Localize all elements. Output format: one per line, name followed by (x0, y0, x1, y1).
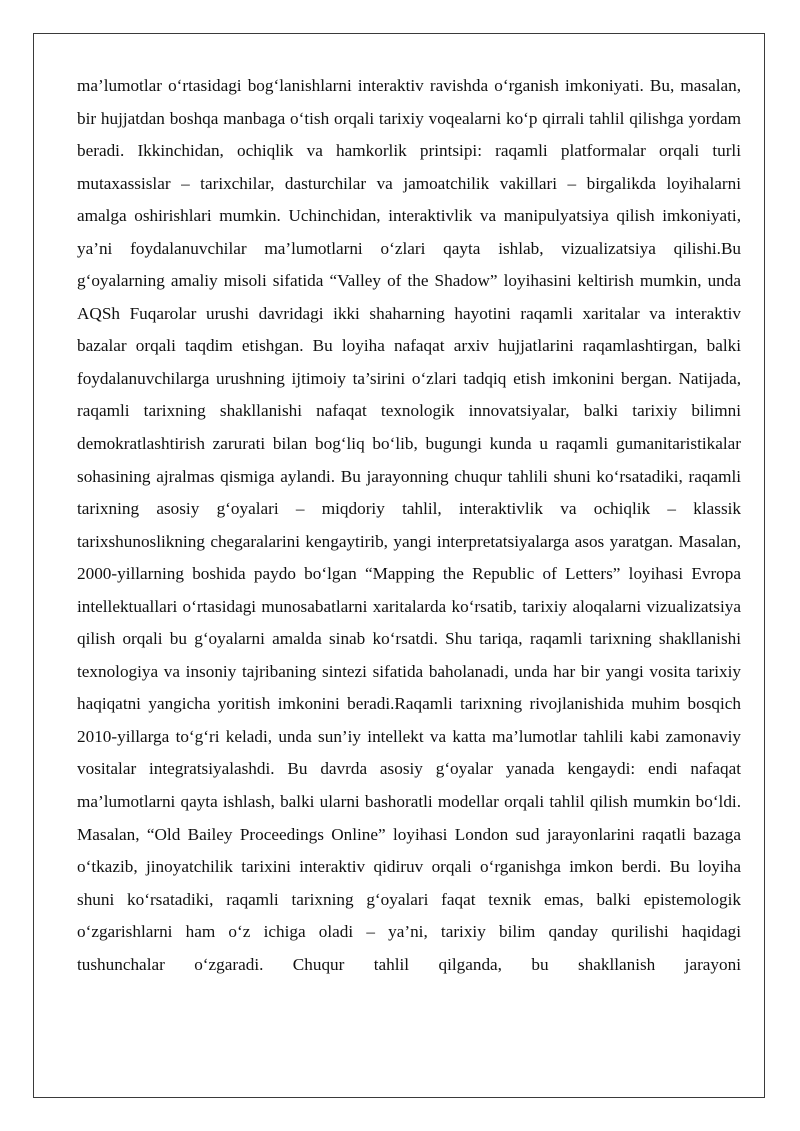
body-paragraph: ma’lumotlar o‘rtasidagi bog‘lanishlarni interaktiv ravishda o‘rganish imkoniyati. Bu, masalan, bir hujjatdan boshqa manbaga o‘tish orqali tarixiy voqealarni ko‘p qirrali tahlil qilishga yordam beradi. Ikkinchidan, ochiqlik va hamkorlik printsipi: raqamli platformalar orqali turli mutaxassislar – tarixchilar, dasturchilar va jamoatchilik vakillari – birgalikda loyihalarni amalga oshirishlari mumkin. Uchinchidan, interaktivlik va manipulyatsiya qilish imkoniyati, ya’ni foydalanuvchilar ma’lumotlarni o‘zlari qayta ishlab, vizualizatsiya qilishi.Bu g‘oyalarning amaliy misoli sifatida “Valley of the Shadow” loyihasini keltirish mumkin, unda AQSh Fuqarolar urushi davridagi ikki shaharning hayotini raqamli xaritalar va interaktiv bazalar orqali taqdim etishgan. Bu loyiha nafaqat arxiv hujjatlarini raqamlashtirgan, balki foydalanuvchilarga urushning ijtimoiy ta’sirini o‘zlari tadqiq etish imkonini bergan. Natijada, raqamli tarixning shakllanishi nafaqat texnologik innovatsiyalar, balki tarixiy bilimni demokratlashtirish zarurati bilan bog‘liq bo‘lib, bugungi kunda u raqamli gumanitaristikalar sohasining ajralmas qismiga aylandi. Bu jarayonning chuqur tahlili shuni ko‘rsatadiki, raqamli tarixning asosiy g‘oyalari – miqdoriy tahlil, interaktivlik va ochiqlik – klassik tarixshunoslikning chegaralarini kengaytirib, yangi interpretatsiyalarga asos yaratgan. Masalan, 2000-yillarning boshida paydo bo‘lgan “Mapping the Republic of Letters” loyihasi Evropa intellektuallari o‘rtasidagi munosabatlarni xaritalarda ko‘rsatib, tarixiy aloqalarni vizualizatsiya qilish orqali bu g‘oyalarni amalda sinab ko‘rsatdi. Shu tariqa, raqamli tarixning shakllanishi texnologiya va insoniy tajribaning sintezi sifatida baholanadi, unda har bir yangi vosita tarixiy haqiqatni yangicha yoritish imkonini beradi.Raqamli tarixning rivojlanishida muhim bosqich 2010-yillarga to‘g‘ri keladi, unda sun’iy intellekt va katta ma’lumotlar tahlili kabi zamonaviy vositalar integratsiyalashdi. Bu davrda asosiy g‘oyalar yanada kengaydi: endi nafaqat ma’lumotlarni qayta ishlash, balki ularni bashoratli modellar orqali tahlil qilish mumkin bo‘ldi. Masalan, “Old Bailey Proceedings Online” loyihasi London sud jarayonlarini raqatli bazaga o‘tkazib, jinoyatchilik tarixini interaktiv qidiruv orqali o‘rganishga imkon berdi. Bu loyiha shuni ko‘rsatadiki, raqamli tarixning g‘oyalari faqat texnik emas, balki epistemologik o‘zgarishlarni ham o‘z ichiga oladi – ya’ni, tarixiy bilim qanday qurilishi haqidagi tushunchalar o‘zgaradi. Chuqur tahlil qilganda, bu shakllanish jarayoni (77, 76, 741, 974)
